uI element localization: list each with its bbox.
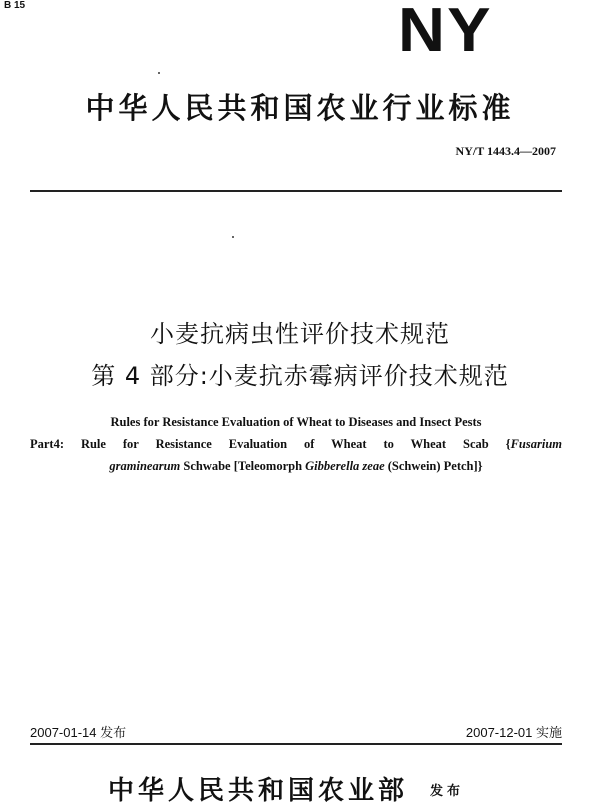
title-en-line3-text: Schwabe [Teleomorph [180, 459, 306, 473]
issue-label: 发布 [430, 784, 465, 799]
title-en-line3-end: (Schwein) Petch]} [384, 459, 483, 473]
title-en-teleomorph: Gibberella zeae [305, 459, 385, 473]
ny-logo: NY [398, 0, 493, 65]
title-en-line2-text: Part4: Rule for Resistance Evaluation of Wheat to Wheat Scab { [30, 437, 511, 451]
bottom-divider [30, 743, 562, 745]
publish-date: 2007-01-14 发布 [30, 725, 127, 740]
standard-number: NY/T 1443.4—2007 [455, 144, 556, 158]
classification-code: B 15 [4, 0, 26, 11]
top-divider [30, 190, 562, 192]
title-en-genus: Fusarium [510, 437, 562, 451]
industry-standard-heading: 中华人民共和国农业行业标准 [85, 91, 515, 125]
title-en-line3 [30, 455, 562, 477]
title-zh-line1: 小麦抗病虫性评价技术规范 [150, 320, 450, 348]
implementation-date: 2007-12-01 实施 [465, 725, 562, 740]
title-en-line2 [30, 433, 562, 455]
title-en-line1: Rules for Resistance Evaluation of Wheat to Diseases and Insect Pests [110, 415, 482, 429]
title-zh-line2: 第 4 部分:小麦抗赤霉病评价技术规范 [91, 362, 509, 390]
title-en-species: graminearum [109, 459, 181, 473]
scan-speck [232, 236, 234, 238]
issuing-authority: 中华人民共和国农业部 [108, 776, 409, 806]
scan-speck [158, 72, 160, 74]
